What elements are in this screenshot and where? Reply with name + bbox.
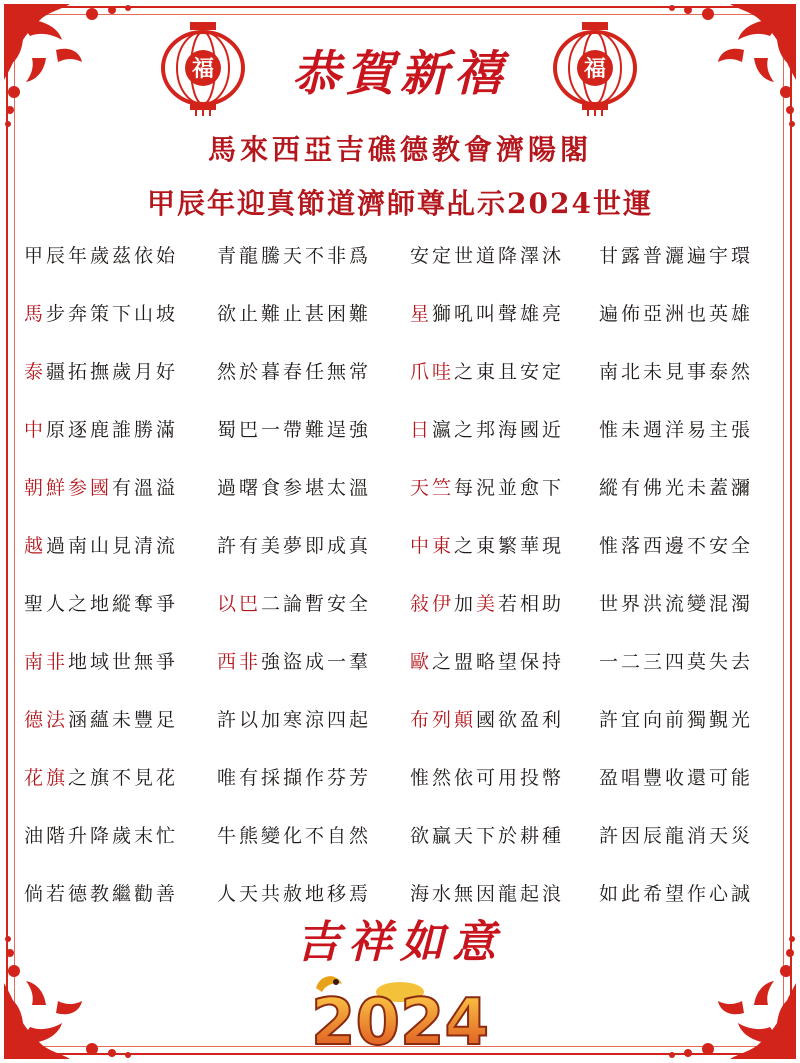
poem-text: 蜀巴一帶難逞強 xyxy=(217,419,372,441)
poem-text: 許以加寒涼四起 xyxy=(217,709,372,731)
place-name: 德法 xyxy=(24,709,69,731)
poem-text: 油階升降歲末忙 xyxy=(24,825,179,847)
place-name: 布列顛 xyxy=(410,709,477,731)
poem-line xyxy=(589,294,778,352)
poem-text: 安定世道降澤沐 xyxy=(410,245,565,267)
poem-line xyxy=(22,700,211,758)
poem-line xyxy=(400,236,589,294)
poem-text: 之旗不見花 xyxy=(68,767,179,789)
poem-line xyxy=(400,642,589,700)
poem-line xyxy=(22,410,211,468)
poem-text: 過曙食参堪太溫 xyxy=(217,477,372,499)
place-name: 花旗 xyxy=(24,767,69,789)
year-2024-art xyxy=(296,962,504,1054)
poem-grid xyxy=(22,236,778,932)
poem-text: 地域世無爭 xyxy=(68,651,179,673)
poem-text: 如此希望作心誠 xyxy=(599,883,754,905)
poem-line xyxy=(589,236,778,294)
place-name: 朝鮮参國 xyxy=(24,477,113,499)
poem-text: 加 xyxy=(454,593,477,615)
poem-line xyxy=(22,874,211,932)
poem-text: 甘露普灑遍宇環 xyxy=(599,245,754,267)
poem-line xyxy=(211,816,400,874)
place-name: 馬 xyxy=(24,303,47,325)
poem-line xyxy=(400,584,589,642)
poem-line xyxy=(589,352,778,410)
poem-text: 倘若德教繼勸善 xyxy=(24,883,179,905)
poem-line xyxy=(589,874,778,932)
poem-text: 甲辰年歲茲依始 xyxy=(24,245,179,267)
poem-line xyxy=(22,468,211,526)
poem-line xyxy=(400,526,589,584)
poem-line xyxy=(211,584,400,642)
place-name: 中東 xyxy=(410,535,455,557)
poem-line xyxy=(400,410,589,468)
poem-line xyxy=(589,526,778,584)
place-name: 泰 xyxy=(24,361,47,383)
greeting-title: 恭賀新禧 xyxy=(291,46,508,102)
poem-text: 涵蘊未豐足 xyxy=(68,709,179,731)
poem-text: 原逐鹿誰勝滿 xyxy=(46,419,179,441)
place-name: 敍伊 xyxy=(410,593,455,615)
poem-line xyxy=(400,700,589,758)
place-name: 美 xyxy=(476,593,499,615)
place-name: 以巴 xyxy=(217,593,262,615)
place-name: 天竺 xyxy=(410,477,455,499)
poem-text: 惟然依可用投幣 xyxy=(410,767,565,789)
year-text: 2024 xyxy=(310,986,490,1054)
poem-line xyxy=(211,700,400,758)
poem-text: 南北未見事泰然 xyxy=(599,361,754,383)
poem-text: 國欲盈利 xyxy=(476,709,565,731)
poem-text: 盈唱豐收還可能 xyxy=(599,767,754,789)
poem-text: 若相助 xyxy=(498,593,565,615)
poem-line xyxy=(211,352,400,410)
place-name: 西非 xyxy=(217,651,262,673)
poem-line xyxy=(211,410,400,468)
poem-text: 牛熊變化不自然 xyxy=(217,825,372,847)
lantern-icon xyxy=(160,20,246,116)
poem-text: 縱有佛光未蓋瀰 xyxy=(599,477,754,499)
place-name: 中 xyxy=(24,419,47,441)
poem-text: 聖人之地縱奪爭 xyxy=(24,593,179,615)
poem-line xyxy=(589,700,778,758)
corner-ornament-icon xyxy=(650,0,800,130)
place-name: 日 xyxy=(410,419,433,441)
poem-text: 過南山見清流 xyxy=(46,535,179,557)
poem-text: 之東繁華現 xyxy=(454,535,565,557)
poem-text: 世界洪流變混濁 xyxy=(599,593,754,615)
poem-text: 遍佈亞洲也英雄 xyxy=(599,303,754,325)
poem-line xyxy=(22,236,211,294)
poem-line xyxy=(400,816,589,874)
subtitle: 甲辰年迎真節道濟師尊乩示2024世運 xyxy=(147,187,653,220)
place-name: 越 xyxy=(24,535,47,557)
place-name: 爪哇 xyxy=(410,361,455,383)
poem-line xyxy=(589,816,778,874)
poem-line xyxy=(589,758,778,816)
poem-line xyxy=(589,468,778,526)
poem-line xyxy=(22,294,211,352)
poem-text: 之東且安定 xyxy=(454,361,565,383)
poem-text: 惟未週洋易主張 xyxy=(599,419,754,441)
poem-text: 然於暮春任無常 xyxy=(217,361,372,383)
poem-text: 之盟略望保持 xyxy=(432,651,565,673)
poem-text: 瀛之邦海國近 xyxy=(432,419,565,441)
poem-text: 欲贏天下於耕種 xyxy=(410,825,565,847)
poem-text: 惟落西邊不安全 xyxy=(599,535,754,557)
poem-line xyxy=(211,236,400,294)
lantern-char: 福 xyxy=(583,56,607,82)
poem-text: 步奔策下山坡 xyxy=(46,303,179,325)
poem-line xyxy=(211,758,400,816)
poem-line xyxy=(22,526,211,584)
place-name: 南非 xyxy=(24,651,69,673)
poem-text: 有溫溢 xyxy=(112,477,179,499)
poem-line xyxy=(400,294,589,352)
poem-line xyxy=(211,642,400,700)
poem-text: 人天共赦地移焉 xyxy=(217,883,372,905)
poem-line xyxy=(589,642,778,700)
lantern-char: 福 xyxy=(191,56,215,82)
poem-line xyxy=(400,758,589,816)
poem-line xyxy=(22,642,211,700)
corner-ornament-icon xyxy=(650,933,800,1063)
poem-text: 海水無因龍起浪 xyxy=(410,883,565,905)
poem-line xyxy=(400,352,589,410)
poem-line xyxy=(22,352,211,410)
poem-line xyxy=(211,294,400,352)
poem-line xyxy=(22,758,211,816)
corner-ornament-icon xyxy=(0,933,150,1063)
poem-line xyxy=(589,584,778,642)
blessing-text: 吉祥如意 xyxy=(296,917,504,968)
poem-text: 每況並愈下 xyxy=(454,477,565,499)
poem-text: 疆拓撫歲月好 xyxy=(46,361,179,383)
poem-line xyxy=(400,468,589,526)
poem-text: 強盜成一羣 xyxy=(261,651,372,673)
poem-text: 欲止難止甚困難 xyxy=(217,303,372,325)
organization-name: 馬來西亞吉礁德教會濟陽閣 xyxy=(207,133,592,166)
place-name: 歐 xyxy=(410,651,433,673)
poem-text: 許有美夢即成真 xyxy=(217,535,372,557)
poem-text: 唯有採擷作芬芳 xyxy=(217,767,372,789)
poem-line xyxy=(589,410,778,468)
poem-line xyxy=(211,468,400,526)
place-name: 星 xyxy=(410,303,433,325)
poem-text: 獅吼叫聲雄亮 xyxy=(432,303,565,325)
corner-ornament-icon xyxy=(0,0,150,130)
poem-text: 許宜向前獨覲光 xyxy=(599,709,754,731)
poem-line xyxy=(211,526,400,584)
poem-text: 一二三四莫失去 xyxy=(599,651,754,673)
lantern-icon xyxy=(552,20,638,116)
poem-text: 二論暫安全 xyxy=(261,593,372,615)
poem-text: 青龍騰天不非爲 xyxy=(217,245,372,267)
poem-line xyxy=(22,584,211,642)
poem-text: 許因辰龍消天災 xyxy=(599,825,754,847)
poem-line xyxy=(22,816,211,874)
